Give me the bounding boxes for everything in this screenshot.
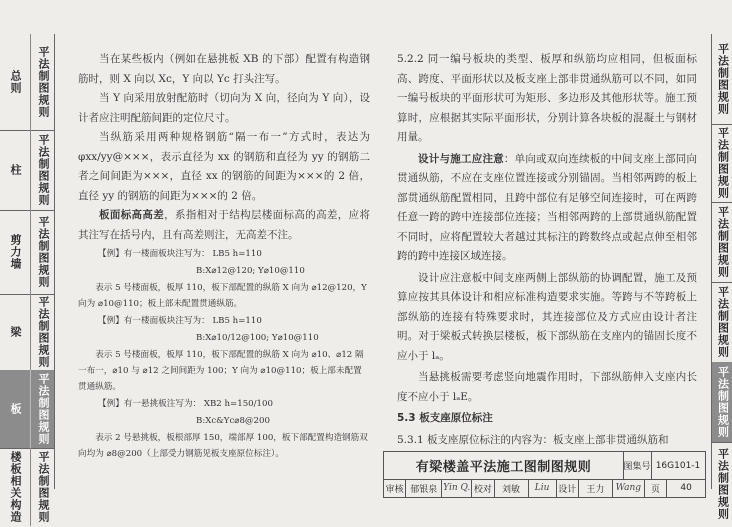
left-tab-beam[interactable]	[0, 294, 54, 371]
section-heading: 5.3 板支座原位标注	[397, 412, 493, 424]
left-tab-sub-label: 平法制图规则	[30, 448, 55, 526]
designer-signature: Wang	[613, 479, 645, 497]
left-tab-general[interactable]	[0, 34, 54, 131]
paragraph: 设计应注意板中间支座两侧上部纵筋的协调配置，施工及预算应按其具体设计和相应标准构造要求实施。等跨与不等跨板上部纵筋的连接有特殊要求时，其连接部位及方式应由设计者注明。对于梁板式转换层楼板，板下部纵筋在支座内的锚固长度不应小于 lₐ。	[397, 271, 697, 362]
paragraph-text: ，系指相对于结构层楼面标高的高差，应将其注写在括号内，且有高差则注，无高差不注。	[78, 209, 370, 241]
paragraph: 5.3.1 板支座原位标注的内容为：板支座上部非贯通纵筋和	[397, 433, 669, 446]
right-chapter-tabs	[711, 34, 732, 520]
right-text-column	[397, 50, 697, 450]
left-tab-sub-label: 平法制图规则	[30, 130, 55, 210]
right-tab[interactable]: 平法制图规则	[712, 282, 732, 363]
example-heading: 【例】有一悬挑板注写为： XB2 h=150/100	[98, 399, 273, 409]
right-tab[interactable]: 平法制图规则	[712, 34, 732, 125]
example-description: 表示 5 号楼面板，板厚 110，板下部配置的纵筋 X 向为 ⌀10、⌀12 隔一布一，⌀10 与 ⌀12 之间间距为 100；Y 向为 ⌀10@110；板上部未配置贯通纵筋。	[78, 350, 364, 392]
left-tab-main-label: 梁	[9, 326, 22, 338]
paragraph	[397, 150, 697, 267]
left-chapter-tabs	[0, 34, 55, 523]
left-tab-column[interactable]	[0, 130, 54, 211]
title-block	[383, 451, 706, 498]
left-tab-main-label: 总则	[9, 70, 22, 94]
reviewer-name: 郁银泉	[406, 479, 442, 497]
keyword: 设计与施工应注意	[418, 152, 504, 165]
right-tab[interactable]: 平法制图规则	[712, 202, 732, 283]
paragraph: 当悬挑板需要考虑竖向地震作用时，下部纵筋伸入支座内长度不应小于 lₐE。	[397, 371, 697, 403]
paragraph: 5.2.2 同一编号板块的类型、板厚和纵筋均应相同，但板面标高、跨度、平面形状以及板支座上部非贯通纵筋可以不同，如同一编号板块的平面形状可为矩形、多边形及其他形状等。施工预算时，应根据其实际平面形状，分别计算各块板的混凝土与钢材用量。	[397, 53, 697, 143]
left-tab-slab-related[interactable]	[0, 448, 54, 526]
design-label: 设计	[557, 479, 579, 497]
right-tab[interactable]: 平法制图规则	[716, 448, 730, 520]
page-label: 页	[645, 479, 667, 497]
reviewer-signature: Yin Q.	[442, 479, 472, 497]
check-label: 校对	[472, 479, 494, 497]
paragraph: 当 Y 向采用放射配筋时（切向为 X 向，径向为 Y 向），设计者应注明配筋间距的定位尺寸。	[78, 92, 370, 124]
atlas-number: 16G101-1	[655, 460, 701, 471]
example-heading: 【例】有一楼面板块注写为： LB5 h=110	[98, 316, 262, 326]
example-heading: 【例】有一楼面板块注写为： LB5 h=110	[98, 249, 262, 259]
paragraph: 当在某些板内（例如在悬挑板 XB 的下部）配置有构造钢筋时，则 X 向以 Xc，Y 向以 Yc 打头注写。	[78, 53, 370, 85]
left-tab-sub-label: 平法制图规则	[30, 294, 55, 370]
atlas-number-label: 图集号	[623, 452, 652, 479]
left-tab-main-label: 楼板相关构造	[9, 451, 22, 523]
example-code: B:X⌀12@120; Y⌀10@110	[196, 266, 305, 276]
left-tab-main-label: 板	[9, 403, 22, 415]
left-tab-sub-label: 平法制图规则	[30, 370, 55, 448]
left-tab-main-label: 剪力墙	[9, 234, 22, 270]
left-tab-slab[interactable]	[0, 370, 54, 449]
left-tab-shear-wall[interactable]	[0, 210, 54, 295]
paragraph	[78, 206, 370, 245]
checker-signature: Liu	[529, 479, 557, 497]
example-description: 表示 2 号悬挑板，板根部厚 150，端部厚 100，板下部配置构造钢筋双向均为 ⌀8@200（上部受力钢筋见板支座原位标注）。	[78, 433, 368, 459]
designer-name: 王力	[579, 479, 613, 497]
right-tab[interactable]: 平法制图规则	[712, 124, 732, 203]
left-text-column	[78, 50, 370, 463]
left-tab-sub-label: 平法制图规则	[30, 210, 55, 294]
example-code: B:Xc&Yc⌀8@200	[196, 416, 270, 426]
example-description: 表示 5 号楼面板，板厚 110，板下部配置的纵筋 X 向为 ⌀12@120，Y 向为 ⌀10@110；板上部未配置贯通纵筋。	[78, 283, 367, 309]
keyword: 板面标高高差	[99, 209, 165, 221]
drawing-title: 有梁楼盖平法施工图制图规则	[384, 452, 624, 479]
page-number: 40	[680, 483, 692, 493]
checker-name: 刘敏	[495, 479, 529, 497]
left-tab-sub-label: 平法制图规则	[30, 34, 55, 130]
right-tab-active[interactable]: 平法制图规则	[712, 362, 732, 443]
review-label: 审核	[384, 479, 406, 497]
paragraph-text: ：单向或双向连续板的中间支座上部同向贯通纵筋，不应在支座位置连接或分别锚固。当相邻两跨的板上部贯通纵筋配置相同，且跨中部位有足够空间连接时，可在两跨任意一跨的跨中连接部位连接；当相邻两跨的上部贯通纵筋配置不同时，应将配置较大者越过其标注的跨数终点或起点伸至相邻跨的跨中连接区域连接。	[397, 152, 698, 262]
left-tab-main-label: 柱	[9, 164, 22, 176]
example-code: B:X⌀10/12@100; Y⌀10@110	[196, 333, 319, 343]
paragraph: 当纵筋采用两种规格钢筋“隔一布一”方式时，表达为φxx/yy@×××，表示直径为 xx 的钢筋和直径为 yy 的钢筋二者之间间距为×××，直径 xx 的钢筋的间距为×××的 2 倍，直径 yy 的钢筋的间距为×××的 2 倍。	[78, 131, 370, 202]
